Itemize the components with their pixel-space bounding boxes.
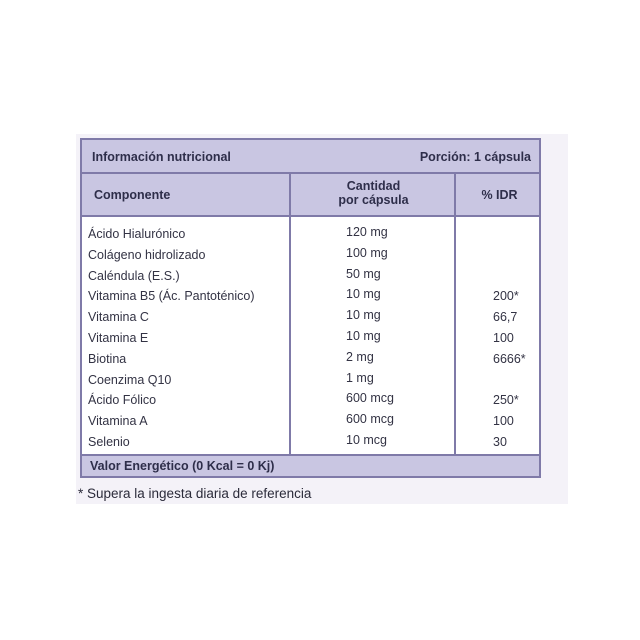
component-cell: Vitamina B5 (Ác. Pantoténico): [88, 289, 255, 304]
idr-cell: 100: [493, 330, 514, 345]
component-cell: Colágeno hidrolizado: [88, 247, 206, 262]
header-quantity-line1: Cantidad: [346, 179, 401, 193]
table-body: [82, 224, 539, 453]
energy-value: Valor Energético (0 Kcal = 0 Kj): [90, 459, 275, 473]
idr-cell: 66,7: [493, 310, 518, 325]
component-cell: Selenio: [88, 434, 130, 449]
table-row: [82, 286, 539, 307]
table-row: [82, 328, 539, 349]
idr-cell: 250*: [493, 393, 519, 408]
idr-cell: 6666*: [493, 351, 526, 366]
energy-row: [82, 454, 539, 476]
table-title: Información nutricional: [92, 150, 231, 164]
component-cell: Coenzima Q10: [88, 372, 172, 387]
amount-cell: 10 mg: [346, 328, 381, 343]
table-row: [82, 266, 539, 287]
amount-cell: 100 mg: [346, 245, 388, 260]
idr-cell: 200*: [493, 289, 519, 304]
idr-cell: 30: [493, 434, 507, 449]
footnote: * Supera la ingesta diaria de referencia: [78, 486, 312, 501]
amount-cell: 600 mcg: [346, 412, 394, 427]
table-row: [82, 390, 539, 411]
amount-cell: 120 mg: [346, 225, 388, 239]
table-row: [82, 307, 539, 328]
amount-cell: 50 mg: [346, 266, 381, 281]
amount-cell: 600 mcg: [346, 391, 394, 406]
nutrition-table: [80, 138, 541, 478]
amount-cell: 10 mcg: [346, 432, 387, 447]
header-idr: % IDR: [481, 188, 518, 202]
table-row: [82, 370, 539, 391]
table-row: [82, 349, 539, 370]
component-cell: Ácido Hialurónico: [88, 227, 186, 241]
component-cell: Vitamina C: [88, 310, 149, 325]
component-cell: Caléndula (E.S.): [88, 268, 180, 283]
component-cell: Vitamina E: [88, 330, 149, 345]
portion-label: Porción: 1 cápsula: [419, 150, 531, 164]
component-cell: Biotina: [88, 351, 127, 366]
header-component: Componente: [94, 188, 171, 202]
idr-cell: 100: [493, 414, 514, 429]
column-header-row: [82, 174, 539, 217]
amount-cell: 1 mg: [346, 370, 374, 385]
amount-cell: 10 mg: [346, 287, 381, 302]
amount-cell: 10 mg: [346, 308, 381, 323]
header-quantity: [291, 179, 456, 207]
table-row: [82, 432, 539, 453]
component-cell: Ácido Fólico: [88, 393, 157, 408]
table-row: [82, 224, 539, 245]
amount-cell: 2 mg: [346, 349, 374, 364]
header-quantity-line2: por cápsula: [338, 193, 409, 207]
table-row: [82, 411, 539, 432]
table-row: [82, 245, 539, 266]
table-title-bar: [82, 140, 539, 174]
component-cell: Vitamina A: [88, 414, 148, 429]
